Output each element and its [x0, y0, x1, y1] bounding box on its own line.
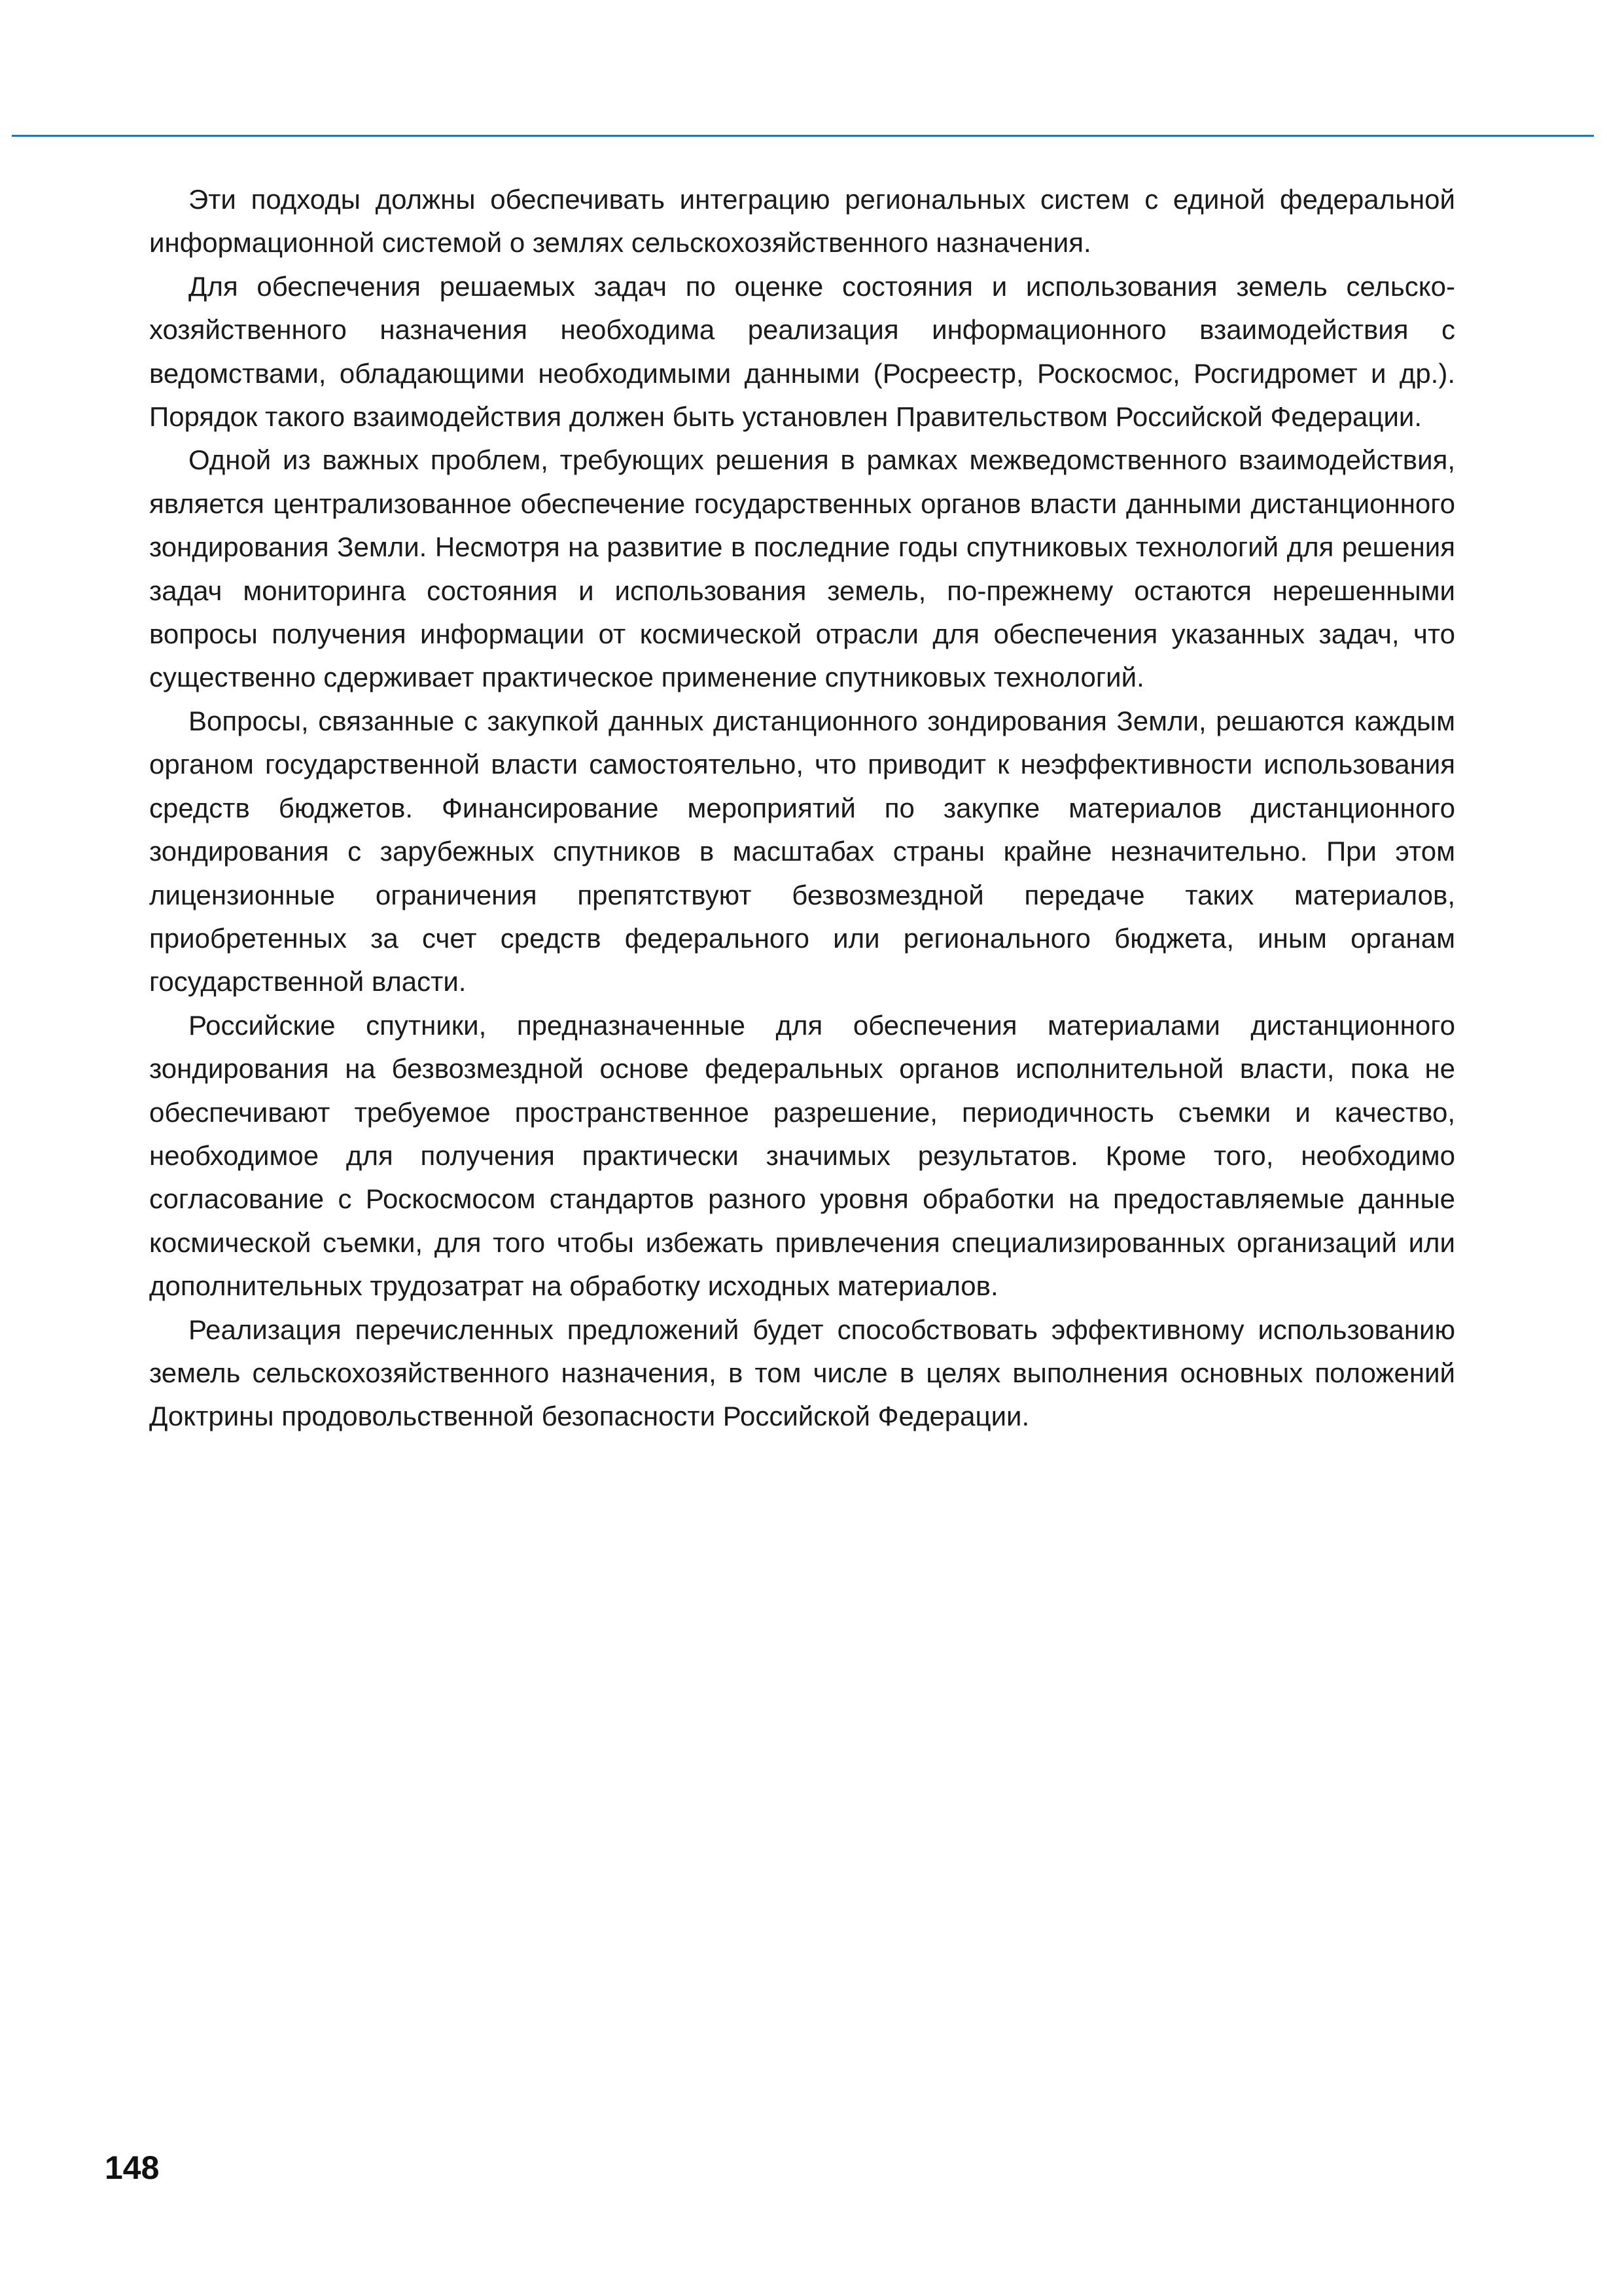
paragraph-3: Одной из важных проблем, требующих решения в рамках межведомственного взаимодействия, является централизованное обеспечение государственных органов власти данными дистанционного зондирования Земли. Несмотря на развитие в последние годы спутниковых технологий для решения задач мониторинга состояния и использования земель, по-прежнему остаются нерешенными вопросы получения информации от космической отрасли для обеспечения указанных задач, что существенно сдерживает практическое применение спутниковых технологий. — [149, 444, 1455, 693]
paragraph-6: Реализация перечисленных предложений будет способствовать эффективному использованию земель сельскохозяйственного назначения, в том числе в целях выполнения основных положений Доктрины продовольственной безопасности Российской Федерации. — [149, 1314, 1455, 1432]
page-number: 148 — [105, 2149, 160, 2186]
paragraph-2: Для обеспечения решаемых задач по оценке состояния и использования земель сельскохозяйственного назначения необходима реализация информационного взаимодействия с ведомствами, обладающими необходимыми данными (Росреестр, Роскосмос, Росгидромет и др.). Порядок такого взаимодействия должен быть установлен Правительством Российской Федерации. — [149, 270, 1455, 433]
header-rule — [12, 135, 1594, 137]
paragraph-4: Вопросы, связанные с закупкой данных дистанционного зондирования Земли, решаются каждым органом государственной власти самостоятельно, что приводит к неэффективности использования средств бюджетов. Финансирование мероприятий по закупке материалов дистанционного зондирования с зарубежных спутников в масштабах страны крайне незначительно. При этом лицензионные ограничения препятствуют безвозмездной передаче таких материалов, приобретенных за счет средств федерального или регионального бюджета, иным органам государственной власти. — [149, 705, 1455, 997]
paragraph-5: Российские спутники, предназначенные для обеспечения материалами дистанционного зондирования на безвозмездной основе федеральных органов исполнительной власти, пока не обеспечивают требуемое пространственное разрешение, периодичность съемки и качество, необходимое для получения практически значимых результатов. Кроме того, необходимо согласование с Роскосмосом стандартов разного уровня обработки на предоставляемые данные космической съемки, для того чтобы избежать привлечения специализированных организаций или дополнительных трудозатрат на обработку исходных материалов. — [149, 1009, 1455, 1302]
paragraph-1: Эти подходы должны обеспечивать интеграцию региональных систем с единой федеральной информационной системой о землях сельскохозяйственного назначения. — [149, 184, 1455, 259]
main-text — [149, 178, 1455, 1439]
